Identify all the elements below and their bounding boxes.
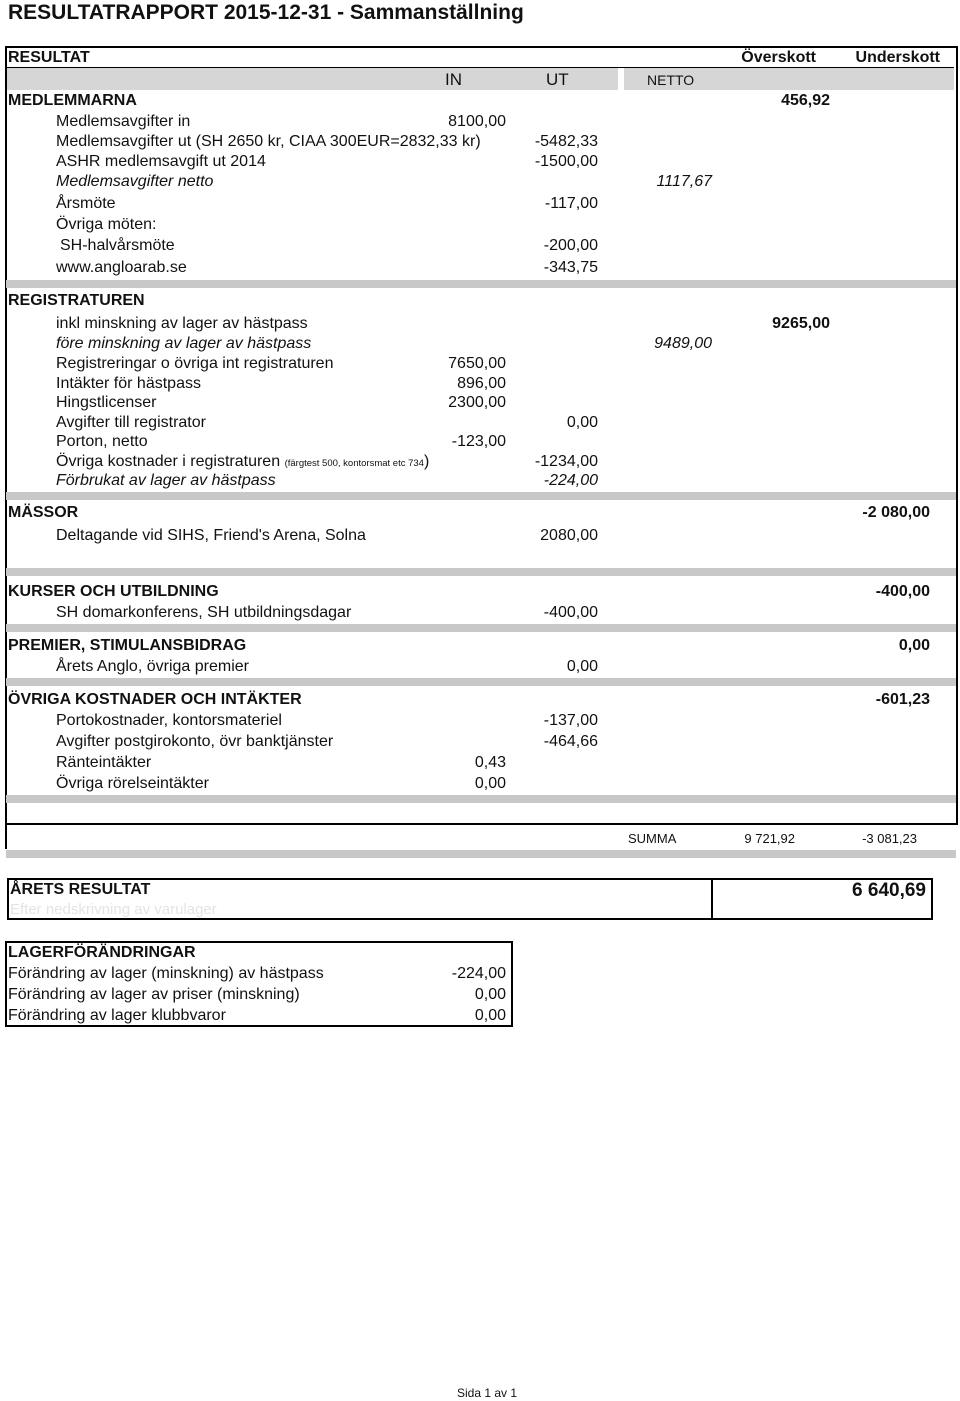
row-ut: 0,00 bbox=[566, 414, 598, 431]
row-in: -123,00 bbox=[451, 433, 506, 450]
resultat-header: RESULTAT bbox=[8, 49, 90, 66]
row-overskott: 9265,00 bbox=[772, 315, 830, 332]
row-label: www.angloarab.se bbox=[56, 259, 187, 276]
row-label: inkl minskning av lager av hästpass bbox=[56, 315, 308, 332]
arets-resultat-label: ÅRETS RESULTAT bbox=[10, 881, 151, 898]
row-ut: -343,75 bbox=[543, 259, 598, 276]
row-label: Avgifter till registrator bbox=[56, 414, 206, 431]
section-total-underskott: -400,00 bbox=[875, 583, 930, 600]
section-total-underskott: -2 080,00 bbox=[862, 504, 930, 521]
underskott-header: Underskott bbox=[855, 49, 940, 66]
row-label: Årets Anglo, övriga premier bbox=[56, 658, 249, 675]
row-label: Registreringar o övriga int registraturen bbox=[56, 355, 334, 372]
row-label: Medlemsavgifter in bbox=[56, 113, 191, 130]
row-in: 7650,00 bbox=[448, 355, 506, 372]
section-separator bbox=[6, 624, 956, 632]
row-in: 896,00 bbox=[457, 375, 506, 392]
summa-label: SUMMA bbox=[628, 831, 677, 846]
row-label: Övriga möten: bbox=[56, 216, 157, 233]
overskott-header: Överskott bbox=[741, 49, 816, 66]
lager-row-value: 0,00 bbox=[474, 986, 506, 1003]
row-ut: -400,00 bbox=[543, 604, 598, 621]
row-label: Årsmöte bbox=[56, 195, 116, 212]
row-ut: -1500,00 bbox=[534, 153, 598, 170]
summa-overskott: 9 721,92 bbox=[744, 831, 795, 846]
row-label: Ränteintäkter bbox=[56, 754, 152, 771]
row-label: Övriga rörelseintäkter bbox=[56, 775, 209, 792]
lager-row-label: Förändring av lager klubbvaror bbox=[8, 1007, 226, 1024]
row-label: Deltagande vid SIHS, Friend's Arena, Solna bbox=[56, 527, 366, 544]
row-label-end: ) bbox=[423, 453, 430, 470]
row-ut: -117,00 bbox=[544, 195, 598, 212]
summa-underskott: -3 081,23 bbox=[862, 831, 917, 846]
row-label: Avgifter postgirokonto, övr banktjänster bbox=[56, 733, 334, 750]
row-in: 0,43 bbox=[474, 754, 506, 771]
page-number: Sida 1 av 1 bbox=[457, 1386, 518, 1400]
section-total-overskott: 456,92 bbox=[781, 92, 830, 109]
ut-column-header: UT bbox=[546, 70, 569, 89]
in-column-header: IN bbox=[445, 70, 462, 89]
section-total-underskott: -601,23 bbox=[875, 691, 930, 708]
section-title: ÖVRIGA KOSTNADER OCH INTÄKTER bbox=[8, 691, 302, 708]
row-label: SH domarkonferens, SH utbildningsdagar bbox=[56, 604, 352, 621]
row-netto: 1117,67 bbox=[656, 173, 712, 190]
row-label: Medlemsavgifter ut (SH 2650 kr, CIAA 300EUR=2832,33 kr) bbox=[56, 133, 481, 150]
row-ut: -464,66 bbox=[543, 733, 598, 750]
report-title: RESULTATRAPPORT 2015-12-31 - Sammanställning bbox=[8, 1, 524, 24]
section-separator bbox=[6, 850, 956, 858]
lager-row-label: Förändring av lager (minskning) av hästpass bbox=[8, 965, 324, 982]
section-title: KURSER OCH UTBILDNING bbox=[8, 583, 219, 600]
row-in: 8100,00 bbox=[448, 113, 506, 130]
lager-row-value: 0,00 bbox=[474, 1007, 506, 1024]
row-label: Portokostnader, kontorsmateriel bbox=[56, 712, 282, 729]
section-separator bbox=[6, 795, 956, 803]
row-ut: -224,00 bbox=[543, 472, 598, 489]
row-label: ASHR medlemsavgift ut 2014 bbox=[56, 153, 266, 170]
lager-row-value: -224,00 bbox=[451, 965, 506, 982]
row-ut: 2080,00 bbox=[540, 527, 598, 544]
lager-row-label: Förändring av lager av priser (minskning) bbox=[8, 986, 300, 1003]
frame-divider bbox=[5, 823, 956, 825]
row-ut: -1234,00 bbox=[534, 453, 598, 470]
section-separator bbox=[6, 492, 956, 500]
section-separator bbox=[6, 280, 956, 288]
row-ut: -5482,33 bbox=[534, 133, 598, 150]
row-ut: 0,00 bbox=[566, 658, 598, 675]
row-ut: -137,00 bbox=[543, 712, 598, 729]
row-in: 0,00 bbox=[474, 775, 506, 792]
netto-column-header: NETTO bbox=[647, 72, 695, 88]
lager-title: LAGERFÖRÄNDRINGAR bbox=[8, 944, 196, 961]
section-title: MÄSSOR bbox=[8, 504, 79, 521]
row-label: Hingstlicenser bbox=[56, 394, 157, 411]
frame-divider bbox=[5, 825, 7, 849]
row-label bbox=[56, 454, 429, 470]
section-separator bbox=[6, 678, 956, 686]
section-separator bbox=[6, 568, 956, 576]
section-title: PREMIER, STIMULANSBIDRAG bbox=[8, 637, 247, 654]
row-label-main: Övriga kostnader i registraturen bbox=[56, 453, 281, 470]
row-label: SH-halvårsmöte bbox=[60, 237, 175, 254]
row-netto: 9489,00 bbox=[654, 335, 712, 352]
arets-resultat-note: Efter nedskrivning av varulager bbox=[10, 901, 217, 918]
column-header-gap bbox=[618, 68, 624, 90]
row-label: Porton, netto bbox=[56, 433, 148, 450]
section-title: REGISTRATUREN bbox=[8, 292, 145, 309]
row-label: Förbrukat av lager av hästpass bbox=[56, 472, 276, 489]
row-label: före minskning av lager av hästpass bbox=[56, 335, 312, 352]
section-title: MEDLEMMARNA bbox=[8, 92, 137, 109]
arets-resultat-value: 6 640,69 bbox=[852, 880, 926, 901]
column-header-band bbox=[7, 68, 954, 90]
row-label: Intäkter för hästpass bbox=[56, 375, 201, 392]
row-label: Medlemsavgifter netto bbox=[56, 173, 214, 190]
row-in: 2300,00 bbox=[448, 394, 506, 411]
row-ut: -200,00 bbox=[543, 237, 598, 254]
section-total-underskott: 0,00 bbox=[898, 637, 930, 654]
row-label-note: (färgtest 500, kontorsmat etc 734 bbox=[284, 458, 424, 469]
